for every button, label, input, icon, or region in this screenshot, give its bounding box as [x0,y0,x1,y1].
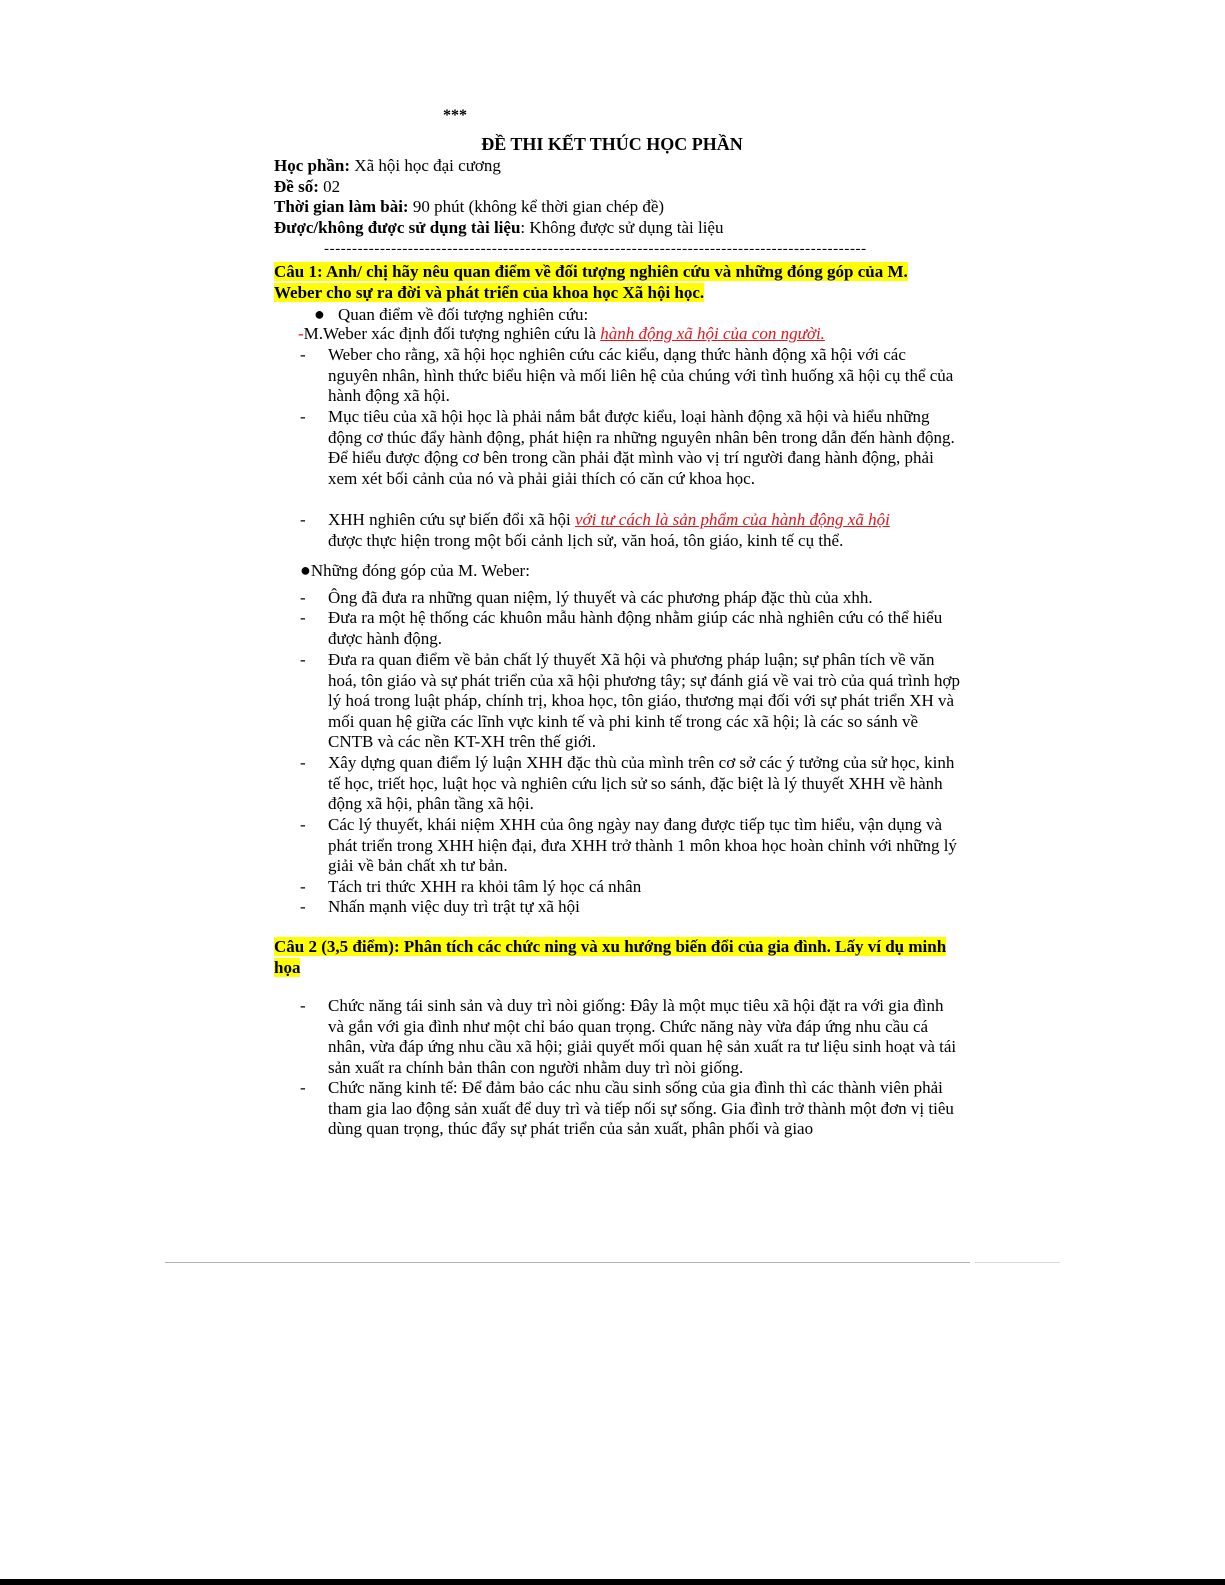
exam-meta [274,156,974,238]
dash-marker: - [300,588,306,607]
bullet-dot-icon: ● [300,560,311,580]
list-item-text: Tách tri thức XHH ra khỏi tâm lý học cá nhân [328,877,642,896]
list-item-text: Các lý thuyết, khái niệm XHH của ông ngày nay đang được tiếp tục tìm hiểu, vận dụng và phát triển trong XHH hiện đại, đưa XHH trở thành 1 môn khoa học hoàn chỉnh với những lý giải về bản chất xh tư bản. [328,815,957,876]
list-item-text: Xây dựng quan điểm lý luận XHH đặc thù của mình trên cơ sở các ý tưởng của sử học, kinh tế học, triết học, luật học và nghiên cứu lịch sử so sánh, đặc biệt là lý thuyết XHH về hành động xã hội, phân tầng xã hội. [328,753,955,814]
list-item [300,407,960,489]
list-item-text: Ông đã đưa ra những quan niệm, lý thuyết và các phương pháp đặc thù của xhh. [328,588,873,607]
list-item [300,897,960,918]
time-label: Thời gian làm bài: [274,197,409,217]
header-stars: *** [443,107,467,124]
subheading-text: Những đóng góp của M. Weber: [310,561,530,580]
list-item-text: Đưa ra quan điểm về bản chất lý thuyết Xã hội và phương pháp luận; sự phân tích về văn hoá, tôn giáo và sự phát triển của xã hội phương tây; sự đánh giá về vai trò của quá trình hợp lý hoá trong luật pháp, chính trị, khoa học, tôn giáo, thương mại đối với sự phát triển XH và mối quan hệ giữa các lĩnh vực kinh tế và phi kinh tế trong các xã hội; là các so sánh về CNTB và các nền KT-XH trên thế giới. [328,650,960,752]
number-label: Đề số: [274,176,319,196]
list-item [300,753,960,815]
subheading-contributions [300,560,530,582]
list-item-text: Nhấn mạnh việc duy trì trật tự xã hội [328,897,580,916]
exam-title: ĐỀ THI KẾT THÚC HỌC PHẦN [481,134,743,154]
dash-marker: - [300,815,306,834]
dash-marker: - [300,897,306,916]
dash-marker: - [300,345,306,364]
list-item-text: Weber cho rằng, xã hội học nghiên cứu các kiểu, dạng thức hành động xã hội với các nguyên nhân, hình thức biểu hiện và mối liên hệ của chúng với tình huống xã hội cụ thể của hành động xã hội. [328,345,954,406]
dash-marker: - [300,650,306,669]
list-item-text: Mục tiêu của xã hội học là phải nắm bắt được kiểu, loại hành động xã hội và hiểu những động cơ thúc đẩy hành động, phát hiện ra những nguyên nhân bên trong dẫn đến hành động. [328,407,955,447]
time-value: 90 phút (không kể thời gian chép đề) [408,197,665,217]
time-line [274,197,974,218]
list-item [300,650,960,753]
definition-line [298,324,825,345]
list-item [300,510,960,551]
bullet-dot-icon: ● [314,304,325,324]
list-item [300,1078,960,1140]
definition-highlight: hành động xã hội của con người. [600,324,825,343]
dash-marker: - [300,996,306,1015]
dash-marker: - [300,877,306,896]
docs-value: : Không được sử dụng tài liệu [520,217,724,237]
question-1-text: Câu 1: Anh/ chị hãy nêu quan điểm về đối tượng nghiên cứu và những đóng góp của M. Weber cho sự ra đời và phát triển của khoa học Xã hội học. [274,262,908,302]
list-item-continuation: Để hiểu được động cơ bên trong cần phải đặt mình vào vị trí người đang hành động, phải xem xét bối cảnh của nó và phải giải thích có căn cứ khoa học. [328,448,934,488]
list-item-text: XHH nghiên cứu sự biến đổi xã hội [328,510,575,529]
list-item [300,996,960,1078]
list-item [300,608,960,649]
bottom-edge-bar [0,1579,1225,1585]
course-label: Học phần: [274,156,351,175]
list-item-highlight: với tư cách là sản phẩm của hành động xã hội [574,510,890,529]
dash-marker: - [300,608,306,627]
question-2-heading [274,937,954,978]
list-item-text: Chức năng tái sinh sản và duy trì nòi giống: Đây là một mục tiêu xã hội đặt ra với gia đình và gắn với gia đình như một chỉ báo quan trọng. Chức năng này vừa đáp ứng nhu cầu cá nhân, vừa đáp ứng nhu cầu xã hội; giải quyết mối quan hệ sản xuất ra tư liệu sinh hoạt và tái sản xuất ra chính bản thân con người nhằm duy trì nòi giống. [328,996,957,1077]
dash-marker: - [300,753,306,772]
docs-label: Được/không được sử dụng tài liệu [274,217,521,237]
separator: ------------------------------------------------------------------------------------------------- [324,241,867,257]
dash-marker: - [300,407,306,426]
page-footer-divider-faint [975,1262,1060,1263]
list-item [300,345,960,407]
list-item-text: Đưa ra một hệ thống các khuôn mẫu hành động nhằm giúp các nhà nghiên cứu có thể hiểu được hành động. [328,608,943,648]
dash-marker: - [300,510,306,529]
course-line [274,156,974,177]
list-item [300,877,960,898]
question-1-heading [274,262,954,303]
dash-marker: - [300,1078,306,1097]
page-footer-divider [165,1262,970,1263]
list-item-text-rest: được thực hiện trong một bối cảnh lịch sử, văn hoá, tôn giáo, kinh tế cụ thể. [328,530,844,550]
list-item [300,815,960,877]
list-item [300,588,960,609]
subheading-text: Quan điểm về đối tượng nghiên cứu: [338,305,589,324]
definition-text: M.Weber xác định đối tượng nghiên cứu là [303,324,601,343]
number-value: 02 [318,176,341,196]
subheading-research-object [314,304,588,326]
docs-line [274,218,974,239]
list-item-text: Chức năng kinh tế: Để đảm bảo các nhu cầu sinh sống của gia đình thì các thành viên phải tham gia lao động sản xuất để duy trì và tiếp nối sự sống. Gia đình trở thành một đơn vị tiêu dùng quan trọng, thúc đẩy sự phát triển của sản xuất, phân phối và giao [328,1078,954,1139]
definition-dash: - [298,324,304,343]
number-line [274,177,974,198]
course-value: Xã hội học đại cương [350,156,501,175]
question-2-text: Câu 2 (3,5 điểm): Phân tích các chức ning và xu hướng biến đổi của gia đình. Lấy ví dụ minh họa [274,937,947,977]
